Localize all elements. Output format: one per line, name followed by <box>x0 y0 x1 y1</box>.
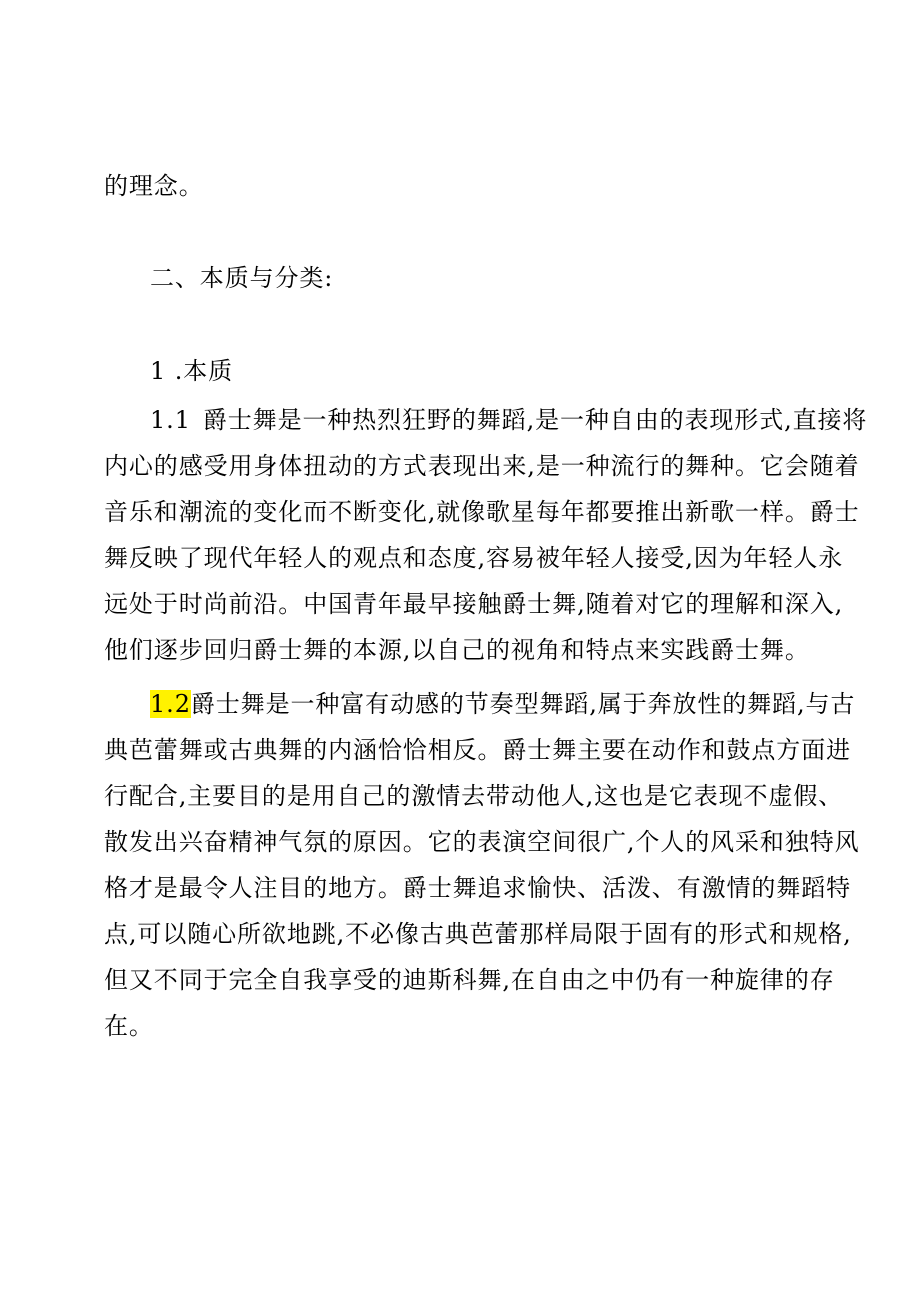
paragraph-number: 1.1 <box>150 406 191 434</box>
paragraph-line: 在。 <box>104 1012 154 1040</box>
paragraph-line: 点,可以随心所欲地跳,不必像古典芭蕾那样局限于固有的形式和规格, <box>104 920 852 948</box>
paragraph-text: 爵士舞是一种富有动感的节奏型舞蹈,属于奔放性的舞蹈,与古 <box>190 690 856 718</box>
paragraph-text: 爵士舞是一种热烈狂野的舞蹈,是一种自由的表现形式,直接将 <box>202 406 868 434</box>
paragraph-line <box>150 689 855 719</box>
paragraph-line: 内心的感受用身体扭动的方式表现出来,是一种流行的舞种。它会随着 <box>104 452 860 480</box>
paragraph-line: 音乐和潮流的变化而不断变化,就像歌星每年都要推出新歌一样。爵士 <box>104 498 860 526</box>
subsection-heading: 1 .本质 <box>150 357 234 385</box>
paragraph-line: 但又不同于完全自我享受的迪斯科舞,在自由之中仍有一种旋律的存 <box>104 966 835 994</box>
paragraph-line: 格才是最令人注目的地方。爵士舞追求愉快、活泼、有激情的舞蹈特 <box>104 874 851 902</box>
continuation-text: 的理念。 <box>104 172 204 200</box>
paragraph-line: 行配合,主要目的是用自己的激情去带动他人,这也是它表现不虚假、 <box>104 782 844 810</box>
paragraph-line: 舞反映了现代年轻人的观点和态度,容易被年轻人接受,因为年轻人永 <box>104 544 844 572</box>
paragraph-line: 他们逐步回归爵士舞的本源,以自己的视角和特点来实践爵士舞。 <box>104 636 810 664</box>
section-heading: 二、本质与分类: <box>150 264 334 292</box>
paragraph-line: 远处于时尚前沿。中国青年最早接触爵士舞,随着对它的理解和深入, <box>104 590 844 618</box>
paragraph-line <box>150 405 867 435</box>
highlighted-number: 1.2 <box>150 690 191 718</box>
paragraph-line: 典芭蕾舞或古典舞的内涵恰恰相反。爵士舞主要在动作和鼓点方面进 <box>104 736 851 764</box>
paragraph-line: 散发出兴奋精神气氛的原因。它的表演空间很广,个人的风采和独特风 <box>104 828 860 856</box>
